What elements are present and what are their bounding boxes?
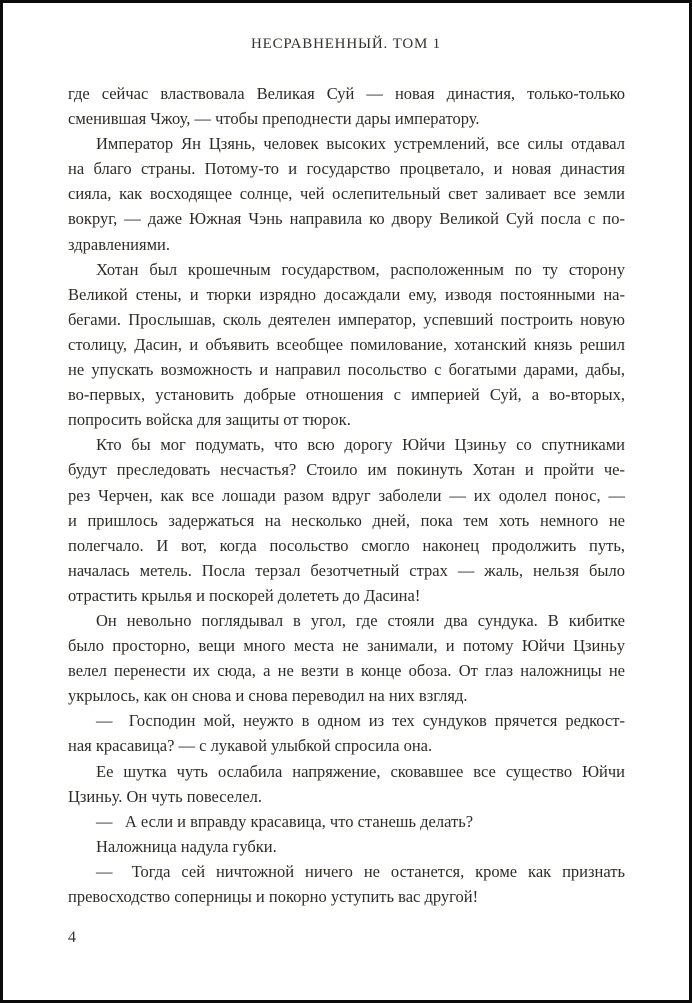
text-line-p9-l1: Наложница надула губки. — [96, 836, 277, 856]
text-line-p8-l1: — А если и вправду красавица, что станешь делать? — [96, 811, 474, 831]
text-line-p2-l4: вокруг, — даже Южная Чэнь направила ко двору Великой Суй посла с по- — [68, 209, 625, 229]
text-line-p3-l6: во-первых, установить добрые отношения с империей Суй, а во-вторых, — [68, 385, 625, 405]
page-body-text — [68, 81, 625, 909]
text-line-p5-l2: было просторно, вещи много места не занимали, и потому Юйчи Цзиньу — [68, 636, 625, 656]
text-line-p2-l2: на благо страны. Потому-то и государство процветало, и новая династия — [68, 159, 625, 179]
text-line-p6-l2: ная красавица? — с лукавой улыбкой спросила она. — [68, 736, 433, 756]
text-line-p7-l1: Ее шутка чуть ослабила напряжение, сковавшее все существо Юйчи — [96, 761, 625, 781]
text-line-p6-l1: — Господин мой, неужто в одном из тех сундуков прячется редкост- — [96, 711, 625, 731]
text-line-p1-l1: где сейчас властвовала Великая Суй — новая династия, только-только — [68, 84, 625, 103]
text-line-p4-l2: будут преследовать несчастья? Стоило им покинуть Хотан и пройти че- — [68, 460, 625, 480]
text-line-p2-l1: Император Ян Цзянь, человек высоких устремлений, все силы отдавал — [96, 134, 625, 154]
text-line-p4-l7: отрастить крылья и поскорей долететь до Дасина! — [68, 585, 421, 605]
text-line-p3-l2: Великой стены, и тюрки изрядно досаждали ему, изводя постоянными на- — [68, 284, 625, 304]
text-line-p7-l2: Цзиньу. Он чуть повеселел. — [68, 786, 263, 806]
page-number: 4 — [68, 929, 76, 946]
text-line-p4-l4: и пришлось задержаться на несколько дней, пока тем хоть немного не — [68, 510, 625, 530]
running-title: НЕСРАВНЕННЫЙ. ТОМ 1 — [251, 36, 441, 52]
text-line-p2-l5: здравлениями. — [68, 234, 170, 254]
text-line-p4-l3: рез Черчен, как все лошади разом вдруг заболели — их одолел понос, — — [68, 485, 625, 505]
text-line-p2-l3: сияла, как восходящее солнце, чей ослепительный свет заливает все земли — [68, 184, 625, 204]
text-line-p4-l5: полегчало. И вот, когда посольство смогло наконец продолжить путь, — [68, 535, 625, 555]
text-line-p10-l1: — Тогда сей ничтожной ничего не останется, кроме как признать — [96, 861, 625, 881]
text-line-p5-l3: велел перенести их сюда, а не везти в конце обоза. От глаз наложницы не — [68, 661, 625, 681]
text-line-p3-l3: бегами. Прослышав, сколь деятелен император, успевший построить новую — [68, 309, 625, 329]
text-line-p10-l2: превосходство соперницы и покорно уступить вас другой! — [68, 887, 479, 906]
text-line-p1-l2: сменившая Чжоу, — чтобы преподнести дары императору. — [68, 109, 480, 129]
text-line-p3-l7: попросить войска для защиты от тюрок. — [68, 410, 351, 430]
text-line-p3-l4: столицу, Дасин, и объявить всеобщее помилование, хотанский князь решил — [68, 334, 625, 354]
text-line-p4-l6: началась метель. Посла терзал безотчетный страх — жаль, нельзя было — [68, 560, 625, 580]
text-line-p3-l1: Хотан был крошечным государством, расположенным по ту сторону — [96, 259, 625, 279]
text-line-p5-l4: укрылось, как он снова и снова переводил на них взгляд. — [68, 686, 468, 706]
text-line-p4-l1: Кто бы мог подумать, что всю дорогу Юйчи Цзиньу со спутниками — [96, 435, 625, 455]
text-line-p5-l1: Он невольно поглядывал в угол, где стояли два сундука. В кибитке — [96, 610, 625, 630]
text-line-p3-l5: не упускать возможность и направил посольство с богатыми дарами, дабы, — [68, 360, 625, 380]
